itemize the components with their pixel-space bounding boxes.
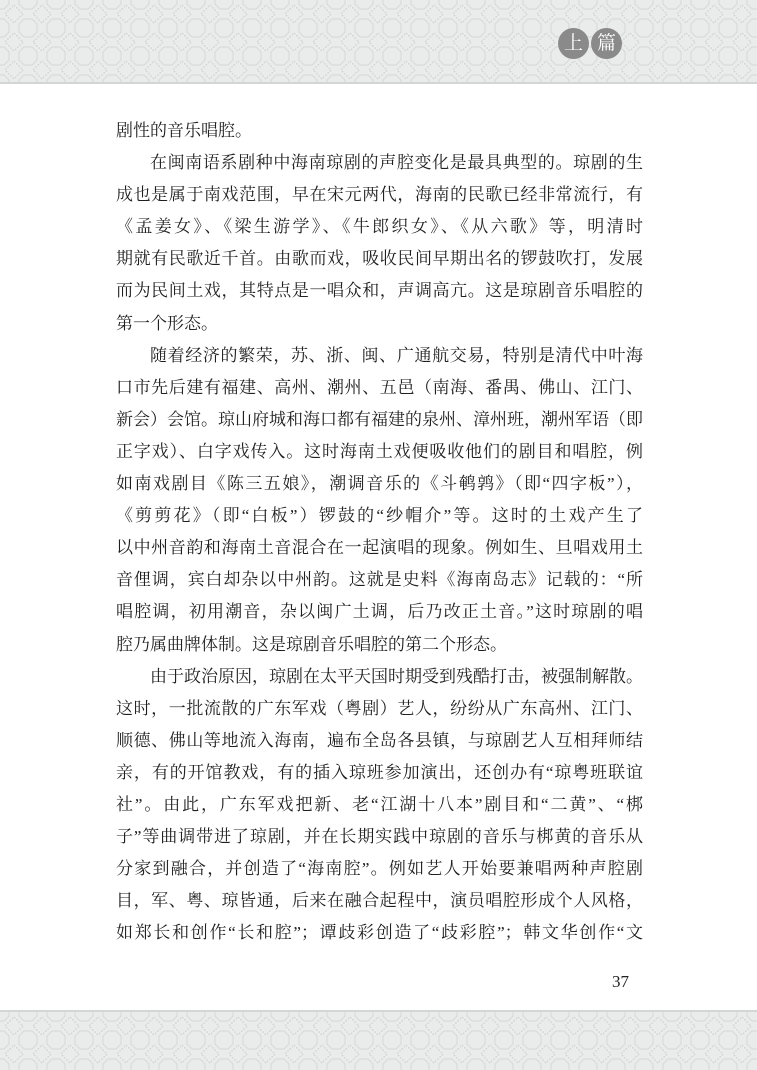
text-line: 由于政治原因，琼剧在太平天国时期受到残酷打击，被强制解散。 [150,666,643,686]
chapter-badge-circle-2: 篇 [591,28,622,59]
text-line: 目，军、粤、琼皆通，后来在融合起程中，演员唱腔形成个人风格， [116,891,643,911]
text-line: 亲，有的开馆教戏，有的插入琼班参加演出，还创办有“琼粤班联谊 [116,762,643,782]
text-line: 如郑长和创作“长和腔”；谭歧彩创造了“歧彩腔”；韩文华创作“文 [116,923,643,943]
text-line: 分家到融合，并创造了“海南腔”。例如艺人开始要兼唱两种声腔剧 [116,859,643,879]
text-line: 新会）会馆。琼山府城和海口都有福建的泉州、漳州班，潮州军语（即 [116,409,643,429]
text-line: 顺德、佛山等地流入海南，遍布全岛各县镇，与琼剧艺人互相拜师结 [116,730,643,750]
text-line: 腔乃属曲牌体制。这是琼剧音乐唱腔的第二个形态。 [116,634,507,654]
text-line: 这时，一批流散的广东军戏（粤剧）艺人，纷纷从广东高州、江门、 [116,698,643,718]
text-line: 子”等曲调带进了琼剧，并在长期实践中琼剧的音乐与梆黄的音乐从 [116,827,643,847]
text-line: 《孟姜女》、《梁生游学》、《牛郎织女》、《从六歌》等，明清时 [116,217,643,237]
text-line: 以中州音韵和海南土音混合在一起演唱的现象。例如生、旦唱戏用土 [116,538,643,558]
header-decorative-band [0,0,757,84]
text-line: 成也是属于南戏范围，早在宋元两代，海南的民歌已经非常流行，有 [116,185,643,205]
text-line: 社”。由此，广东军戏把新、老“江湖十八本”剧目和“二黄”、“梆 [116,794,643,814]
text-line: 唱腔调，初用潮音，杂以闽广土调，后乃改正土音。”这时琼剧的唱 [116,602,643,622]
text-line: 正字戏）、白字戏传入。这时海南土戏便吸收他们的剧目和唱腔，例 [116,441,643,461]
text-line: 在闽南语系剧种中海南琼剧的声腔变化是最具典型的。琼剧的生 [150,153,643,173]
text-line: 口市先后建有福建、高州、潮州、五邑（南海、番禺、佛山、江门、 [116,377,643,397]
body-text [116,115,643,949]
text-line: 音俚调，宾白却杂以中州韵。这就是史料《海南岛志》记载的：“所 [116,570,643,590]
footer-decorative-band [0,1010,757,1070]
text-line: 《剪剪花》（即“白板”）锣鼓的“纱帽介”等。这时的土戏产生了 [116,506,643,526]
page-number: 37 [612,972,629,991]
lattice-pattern-top [0,0,757,82]
text-line: 期就有民歌近千首。由歌而戏，吸收民间早期出名的锣鼓吹打，发展 [116,249,643,269]
text-line: 第一个形态。 [116,313,218,333]
chapter-badge [558,28,622,59]
text-line: 而为民间土戏，其特点是一唱众和，声调高亢。这是琼剧音乐唱腔的 [116,281,643,301]
text-line: 随着经济的繁荣，苏、浙、闽、广通航交易，特别是清代中叶海 [150,345,643,365]
lattice-pattern-bottom [0,1012,757,1070]
text-line: 如南戏剧目《陈三五娘》，潮调音乐的《斗鹌鹑》（即“四字板”）， [116,474,643,494]
text-line: 剧性的音乐唱腔。 [116,121,252,140]
chapter-badge-circle-1: 上 [558,28,589,59]
